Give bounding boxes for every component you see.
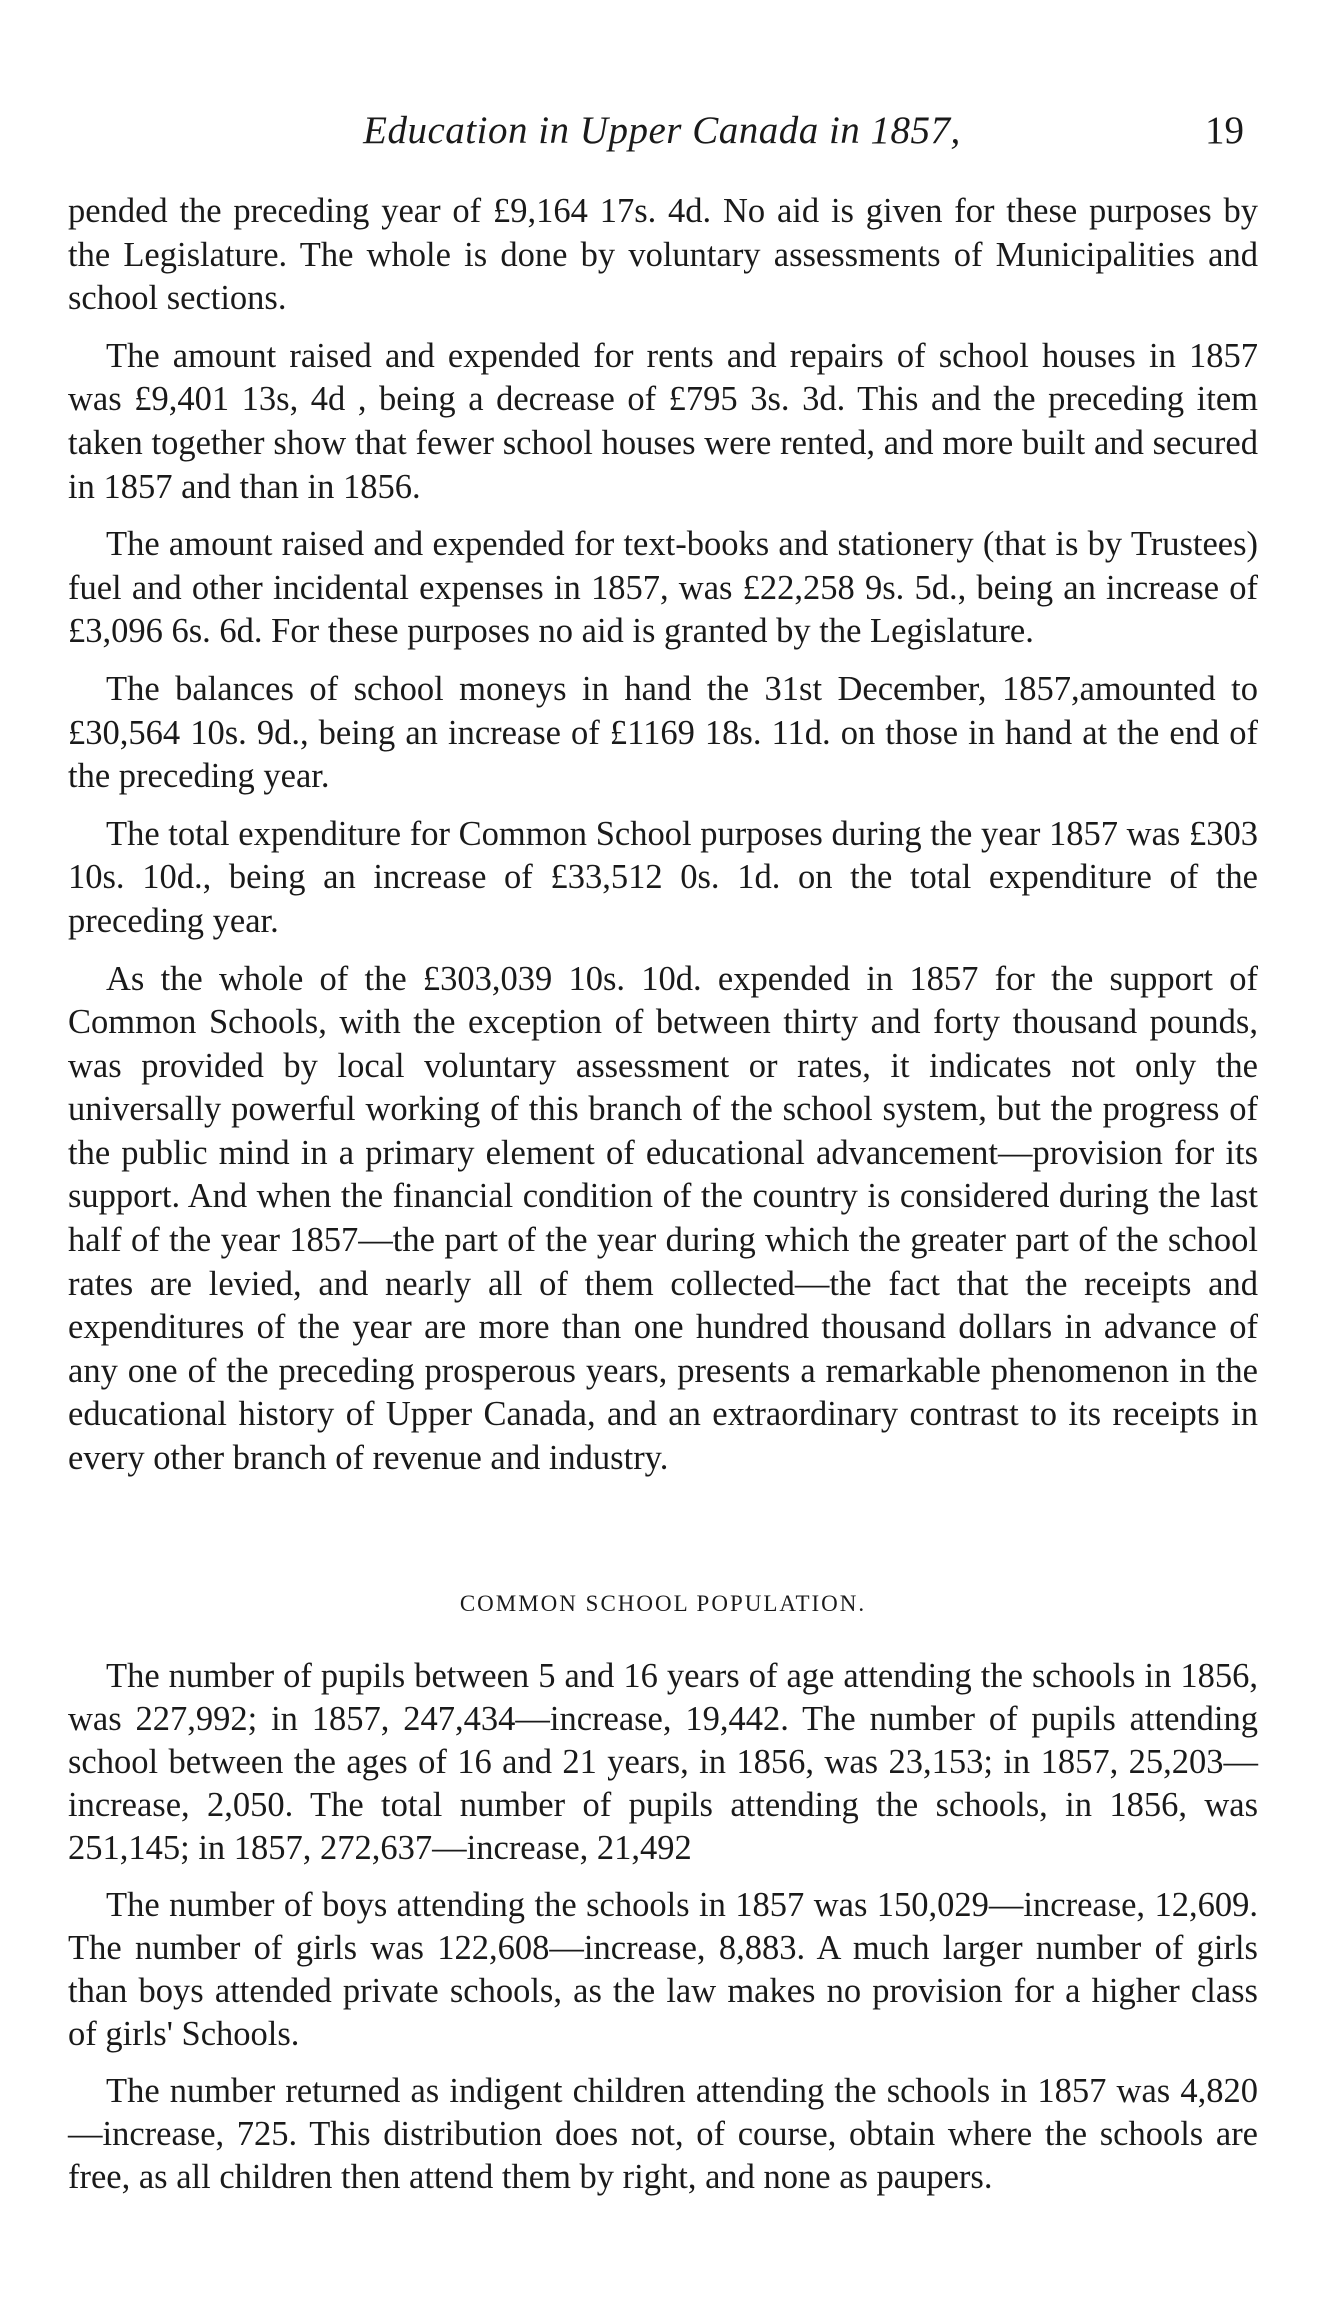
- paragraph: The number returned as indigent children attending the schools in 1857 was 4,820—increase, 725. This distribution does not, of course, obtain where the schools are free, as all children then attend them by right, and none as paupers.: [68, 2071, 1258, 2196]
- paragraph: As the whole of the £303,039 10s. 10d. expended in 1857 for the support of Common Schools, with the exception of between thirty and forty thousand pounds, was provided by local voluntary assessment or rates, it indicates not only the universally powerful working of this branch of the school system, but the progress of the public mind in a primary element of educational advancement—provision for its support. And when the financial condition of the country is considered during the last half of the year 1857—the part of the year during which the greater part of the school rates are levied, and nearly all of them collected—the fact that the receipts and expenditures of the year are more than one hundred thousand dollars in advance of any one of the preceding prosperous years, presents a remarkable phenomenon in the educational history of Upper Canada, and an extraordinary contrast to its receipts in every other branch of revenue and industry.: [68, 959, 1258, 1478]
- page-header: [62, 108, 1262, 158]
- paragraph: The amount raised and expended for text-books and stationery (that is by Trustees) fuel and other incidental expenses in 1857, was £22,258 9s. 5d., being an increase of £3,096 6s. 6d. For these purposes no aid is granted by the Legislature.: [68, 525, 1258, 651]
- paragraph: The number of boys attending the schools in 1857 was 150,029—increase, 12,609. The number of girls was 122,608—increase, 8,883. A much larger number of girls than boys attended private schools, as the law makes no provision for a higher class of girls' Schools.: [68, 1885, 1258, 2053]
- paragraph: pended the preceding year of £9,164 17s. 4d. No aid is given for these purposes by the Legislature. The whole is done by voluntary assessments of Municipalities and school sections.: [68, 192, 1258, 318]
- section-heading: COMMON SCHOOL POPULATION.: [459, 1590, 867, 1616]
- page-number: 19: [1205, 109, 1244, 152]
- paragraph: The balances of school moneys in hand the 31st December, 1857,amounted to £30,564 10s. 9d., being an increase of £1169 18s. 11d. on those in hand at the end of the preceding year.: [68, 669, 1258, 796]
- body-text: [68, 190, 1258, 2213]
- section-body: [68, 1655, 1258, 2199]
- paragraph: The number of pupils between 5 and 16 years of age attending the schools in 1856, was 227,992; in 1857, 247,434—increase, 19,442. The number of pupils attending school between the ages of 16 and 21 years, in 1856, was 23,153; in 1857, 25,203—increase, 2,050. The total number of pupils attending the schools, in 1856, was 251,145; in 1857, 272,637—increase, 21,492: [68, 1656, 1258, 1867]
- paragraph: The total expenditure for Common School purposes during the year 1857 was £303 10s. 10d., being an increase of £33,512 0s. 1d. on the total expenditure of the preceding year.: [68, 814, 1258, 940]
- paragraph: The amount raised and expended for rents and repairs of school houses in 1857 was £9,401 13s, 4d , being a decrease of £795 3s. 3d. This and the preceding item taken together show that fewer school houses were rented, and more built and secured in 1857 and than in 1856.: [68, 336, 1258, 506]
- running-title: Education in Upper Canada in 1857,: [363, 109, 961, 152]
